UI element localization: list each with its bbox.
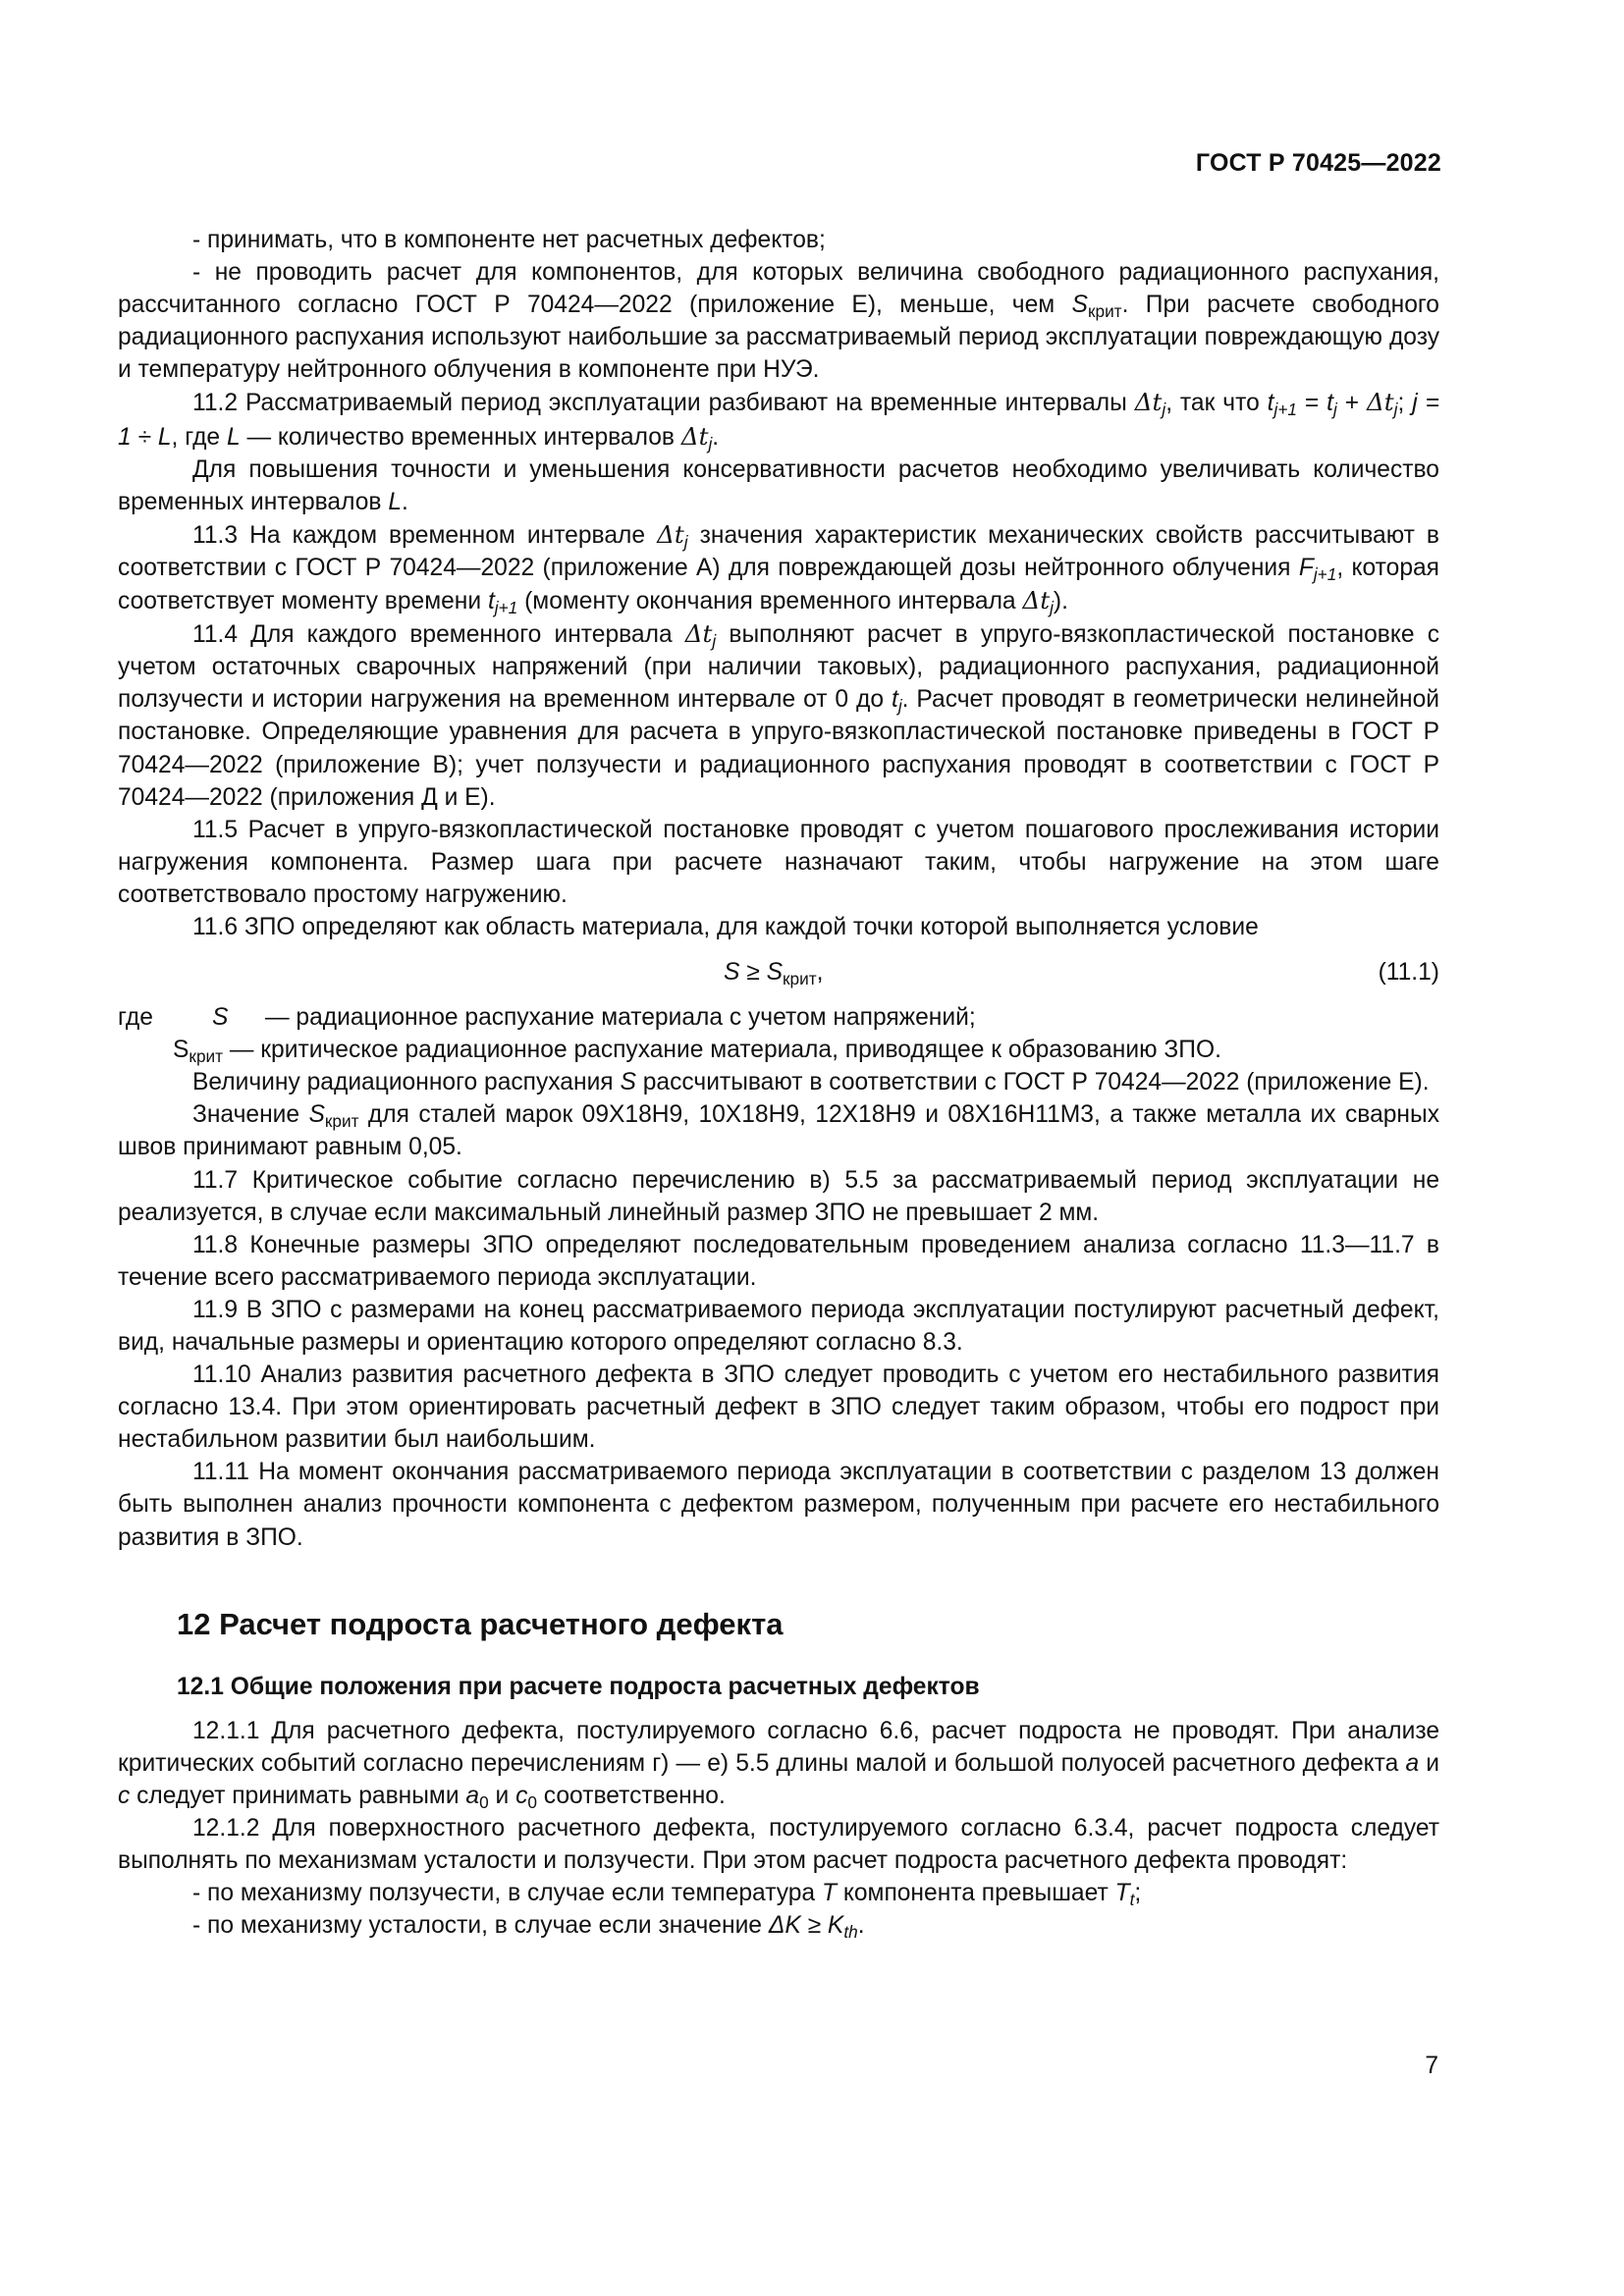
paragraph-11-6: 11.6 ЗПО определяют как область материала, для каждой точки которой выполняется условие <box>192 913 1259 940</box>
paragraph: Значение $S_{крит}$ для сталей марок 09Х18Н9, 10Х18Н9, 12Х18Н9 и 08Х16Н11М3, а также металла их сварных швов принимают равным 0,05. <box>118 1101 1439 1161</box>
paragraph-11-8: 11.8 Конечные размеры ЗПО определяют последовательным проведением анализа согласно 11.3—11.7 в течение всего рассматриваемого периода эксплуатации. <box>118 1231 1439 1291</box>
paragraph-11-2: 11.2 Рассматриваемый период эксплуатации разбивают на временные интервалы $\Delta t_j$, так что $t_{j+1} = t_j + \Delta t_j$; j = 1 ÷ L, где L — количество временных интервалов $\Delta t_j$. <box>118 388 1439 454</box>
paragraph-11-10: 11.10 Анализ развития расчетного дефекта в ЗПО следует проводить с учетом его нестабильного развития согласно 13.4. При этом ориентировать расчетный дефект в ЗПО следует таким образом, чтобы его подрост при нестабильном развитии был наибольшим. <box>118 1362 1439 1454</box>
formula-expression: $S \ge S_{крит}$, <box>724 959 824 989</box>
list-item: - по механизму усталости, в случае если значение $\Delta K \ge K_{th}$. <box>192 1912 865 1943</box>
document-code: ГОСТ Р 70425—2022 <box>1195 149 1441 177</box>
page-number: 7 <box>1425 2053 1438 2079</box>
paragraph: Для повышения точности и уменьшения консервативности расчетов необходимо увеличивать количество временных интервалов L. <box>118 455 1439 515</box>
list-item: - по механизму ползучести, в случае если температура T компонента превышает $T_t$; <box>192 1880 1142 1910</box>
paragraph-11-5: 11.5 Расчет в упруго-вязкопластической постановке проводят с учетом пошагового прослеживания истории нагружения компонента. Размер шага при расчете назначают таким, чтобы нагружение на этом шаге соответствовало простому нагружению. <box>118 816 1439 908</box>
paragraph: Величину радиационного распухания S рассчитывают в соответствии с ГОСТ Р 70424—2022 (приложение Е). <box>192 1069 1430 1096</box>
paragraph-11-11: 11.11 На момент окончания рассматриваемого периода эксплуатации в соответствии с разделом 13 должен быть выполнен анализ прочности компонента с дефектом размером, полученным при расчете его нестабильного развития в ЗПО. <box>118 1459 1439 1551</box>
subsection-heading: 12.1 Общие положения при расчете подроста расчетных дефектов <box>177 1673 980 1700</box>
section-heading: 12 Расчет подроста расчетного дефекта <box>177 1606 784 1641</box>
paragraph-11-9: 11.9 В ЗПО с размерами на конец рассматриваемого периода эксплуатации постулируют расчетный дефект, вид, начальные размеры и ориентацию которого определяют согласно 8.3. <box>118 1296 1439 1356</box>
paragraph-11-7: 11.7 Критическое событие согласно перечислению в) 5.5 за рассматриваемый период эксплуатации не реализуется, в случае если максимальный линейный размер ЗПО не превышает 2 мм. <box>118 1166 1439 1226</box>
formula-number: (11.1) <box>1378 959 1439 987</box>
paragraph-12-1-2: 12.1.2 Для поверхностного расчетного дефекта, постулируемого согласно 6.3.4, расчет подроста следует выполнять по механизмам усталости и ползучести. При этом расчет подроста расчетного дефекта проводят: <box>118 1814 1439 1875</box>
symbol-definitions <box>118 1001 1439 1066</box>
paragraph: - принимать, что в компоненте нет расчетных дефектов; <box>192 227 826 253</box>
definition-row: где S — радиационное распухание материала с учетом напряжений; <box>118 1004 976 1032</box>
paragraph-12-1-1: 12.1.1 Для расчетного дефекта, постулируемого согласно 6.6, расчет подроста не проводят. При анализе критических событий согласно перечислениям г) — е) 5.5 длины малой и большой полуосей расчетного дефекта a и c следует принимать равными $a_0$ и $c_0$ соответственно. <box>118 1717 1439 1812</box>
paragraph-11-3: 11.3 На каждом временном интервале $\Delta t_j$ значения характеристик механических свойств рассчитывают в соответствии с ГОСТ Р 70424—2022 (приложение А) для повреждающей дозы нейтронного облучения $F_{j+1}$, которая соответствует моменту времени $t_{j+1}$ (моменту окончания временного интервала $\Delta t_j$). <box>118 519 1440 618</box>
formula-11-1 <box>118 952 1439 995</box>
paragraph-11-4: 11.4 Для каждого временного интервала $\Delta t_j$ выполняют расчет в упруго-вязкопластической постановке с учетом остаточных сварочных напряжений (при наличии таковых), радиационного распухания, радиационной ползучести и истории нагружения на временном интервале от 0 до $t_j$. Расчет проводят в геометрически нелинейной постановке. Определяющие уравнения для расчета в упруго-вязкопластической постановке приведены в ГОСТ Р 70424—2022 (приложение В); учет ползучести и радиационного распухания проводят в соответствии с ГОСТ Р 70424—2022 (приложения Д и Е). <box>118 619 1439 811</box>
page-body <box>118 224 1439 1942</box>
paragraph: - не проводить расчет для компонентов, для которых величина свободного радиационного распухания, рассчитанного согласно ГОСТ Р 70424—2022 (приложение Е), меньше, чем $S_{крит}$. При расчете свободного радиационного распухания используют наибольшие за рассматриваемый период эксплуатации повреждающую дозу и температуру нейтронного облучения в компоненте при НУЭ. <box>118 259 1439 384</box>
definition-row: $S_{крит}$ — критическое радиационное распухание материала, приводящее к образованию ЗПО. <box>173 1037 1221 1067</box>
